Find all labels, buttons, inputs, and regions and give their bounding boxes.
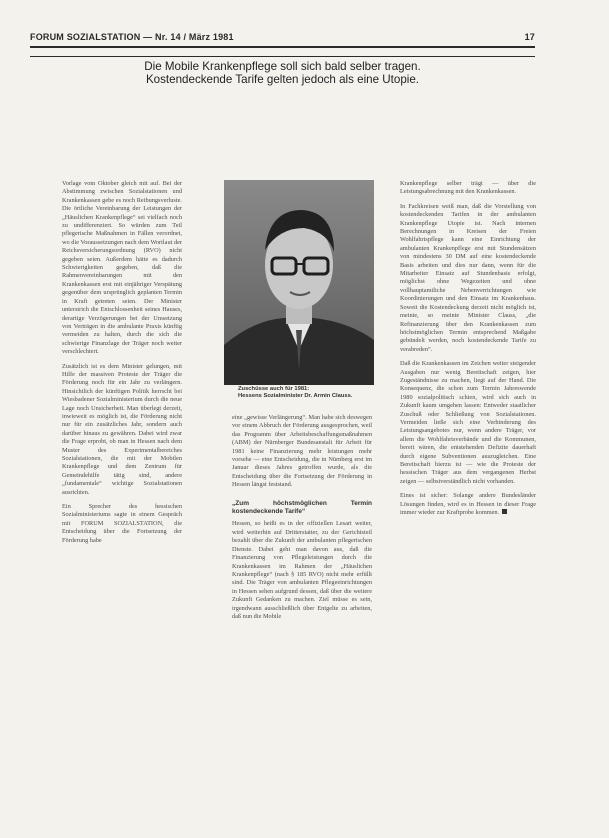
photo-caption (238, 386, 378, 400)
paragraph-text: Eines ist sicher: Solange andere Bundesländer Lösungen finden, wird es in Hessen in dieser Frage immer wieder zur Kraftprobe kommen. (400, 492, 536, 517)
publication-title: FORUM SOZIALSTATION — Nr. 14 / März 1981 (30, 32, 234, 42)
paragraph: Ein Sprecher des hessischen Sozialministeriums sagte in einem Gespräch mit FORUM SOZIALSTATION, die Entscheidung über die Fortsetzung der Förderung habe (62, 503, 182, 544)
running-header (30, 32, 535, 42)
paragraph: Hessen, so heißt es in der offiziellen Lesart weiter, wird weiterhin auf Dritterstatter, zu der Gerichtsteil bezahlt über die Zukunft der ambulanten pflegerischen Dienste. Dabei geht man davon aus, daß die Finanzierung von Pflegeleistungen durch die Krankenkassen im Rahmen der „Häuslichen Krankenpflege“ (nach § 185 RVO) nicht mehr erfüllt sind. Die Träger von ambulanten Pflegeeinrichtungen in Hessen sehen aufgrund dessen, daß über die weitere Zukunft Gedanken zu machen. Ziel müsse es sein, irgendwann ausschließlich über Entgelte zu arbeiten, daß nun die Mobile (232, 520, 372, 620)
text-column-2 (232, 414, 372, 824)
page-number: 17 (524, 32, 535, 42)
portrait-image (224, 180, 374, 385)
paragraph: Krankenpflege selber trägt — über die Leistungsabrechnung mit den Krankenkassen. (400, 180, 536, 196)
caption-line: Hessens Sozialminister Dr. Armin Clauss. (238, 393, 353, 399)
subheading: „Zum höchstmöglichen Termin kostendeckende Tarife“ (232, 499, 372, 516)
caption-line: Zuschüsse auch für 1981: (238, 386, 310, 392)
paragraph: Vorlage vom Oktober gleich mit auf. Bei der Abstimmung zwischen Sozialstationen und Krankenkassen gebe es noch Reibungsverluste. Die örtliche Vereinbarung der Leistungen der „Häuslichen Krankenpflege“ sei vielfach noch zu undifferenziert. So würden zum Teil pflegerische Maßnahmen in Fällen verordnet, wo die Voraussetzungen nach dem Wortlaut der Reichsversicherungsordnung (RVO) nicht gegeben seien. Außerdem hätte es dadurch Schwierigkeiten gegeben, daß die Rahmenvereinbarungen mit den Krankenkassen erst mit einjähriger Verspätung gegenüber dem ursprünglich geplanten Termin in Kraft getreten seien. Der Minister unterstrich die Entschlossenheit seines Hauses, derartige Verzögerungen bei der Umsetzung von Verträgen in die ambulante Praxis künftig vermeiden zu halten, durch die sich die schwierige Finanzlage der Träger noch weiter verschlechtert. (62, 180, 182, 356)
article-headline: Die Mobile Krankenpflege soll sich bald selber tragen. Kostendeckende Tarife gelten jedoch als eine Utopie. (144, 60, 421, 86)
paragraph: eine „gewisse Verlängerung“. Man habe sich deswegen vor einem Abbruch der Förderung ausgesprochen, weil das Programm über Arbeitsbeschaffungsmaßnahmen (ABM) der Nürnberger Bundesanstalt für Arbeit für 1981 keine Finanzierung mehr leistungen mehr vorsehe — eine Entscheidung, die in Nürnberg erst im Januar dieses Jahres getroffen wurde, als die Entscheidung über die Fortsetzung der Förderung in Hessen längst feststand. (232, 414, 372, 489)
portrait-photo (224, 180, 374, 385)
paragraph: In Fachkreisen weiß man, daß die Vorstellung von kostendeckenden Tarifen in der ambulanten Krankenpflege Utopie ist. Nach internen Berechnungen in Kreisen der Freien Wohlfahrtspflege kann eine Einrichtung der ambulanten Krankenpflege erst mit Stundensätzen von mindestens 30 DM auf eine kostendeckende Basis arbeiten und dies nur dann, wenn für die Mitarbeiter Einsatz auf Stundenbasis erfolgt, möglichst ohne Wegezeiten und ohne vollhauptamtliche Nebenverrichtungen wie Koordinierungen und den Einsatz im Krankenhaus. Soweit die Kostendeckung derzeit nicht möglich ist, meinte, so meinte Minister Clauss, „die Refinanzierung über den Krankenkassen zum höchstmöglichen Termin entsprechend Maßgabe gebündelt werden, noch kostendeckende Tarife zu verabreden“. (400, 202, 536, 353)
header-rule-top (30, 46, 535, 48)
paragraph: Daß die Krankenkassen im Zeichen weiter steigender Ausgaben nur wenig Bereitschaft zeigen, hier Zugeständnisse zu machen, liegt auf der Hand. Die Konsequenz, die schon zum Termin Jahreswende 1980 sozialpolitisch schien, wird sich auch in Zukunft kaum umgehen lassen: Entweder staatlicher Zuschuß oder Schließung von Sozialstationen. Vermeiden ließe sich eine Verhinderung des Leistungsangebotes nur, wenn andere Träger, vor allem die Wohlfahrtsverbände und die Kommunen, bereit wären, die entstehenden Defizite dauerhaft durch eigene Subventionen auszugleichen. Eine Bereitschaft hierzu ist — wie die Proteste der hessischen Träger aus dem vergangenen Herbst zeigen — selbstverständlich nicht vorhanden. (400, 360, 536, 485)
text-column-1 (62, 180, 182, 820)
paragraph: Zusätzlich ist es dem Minister gelungen, mit Hilfe der massiven Proteste der Träger die Förderung noch für ein Jahr zu verlängern. Hinsichtlich der künftigen Politik herrscht bei Wiesbadener Sozialministerium durch die neue Lage noch Unsicherheit. Man überlegt derzeit, inwieweit es möglich ist, die Förderung nicht nur für ein zusätzliches Jahr, sondern auch darüber hinaus zu gewähren. Dabei wird zwar die Frage erprobt, ob man in Hessen nach dem Muster des Experimentalbereiches Sozialstationen, die mit der Mobilen Krankenpflege und dem Zentrum für Gemeindehilfe tätig sind, andere „fundamentale“ wichtige Sozialstationen ausrichten. (62, 362, 182, 496)
text-column-3 (400, 180, 536, 820)
end-mark-icon (502, 509, 507, 514)
header-rule-bottom (30, 56, 535, 57)
paragraph-last (400, 492, 536, 517)
